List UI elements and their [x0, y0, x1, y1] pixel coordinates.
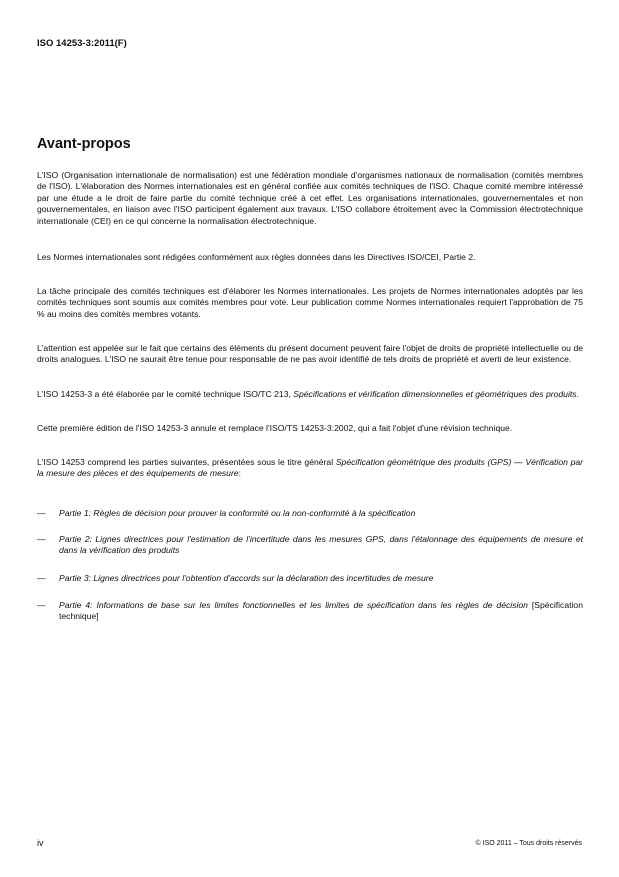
paragraph-6	[37, 423, 583, 434]
copyright-notice: © ISO 2011 – Tous droits réservés	[475, 840, 582, 847]
paragraph-7	[37, 457, 583, 480]
paragraph-text: L'ISO 14253-3 a été élaborée par le comité technique ISO/TC 213,	[37, 389, 294, 399]
paragraph-text: Cette première édition de l'ISO 14253-3 annule et remplace l'ISO/TS 14253-3:2002, qui a fait l'objet d'une révision technique.	[37, 423, 513, 433]
part-title: Partie 2: Lignes directrices pour l'estimation de l'incertitude dans les mesures GPS, dans l'étalonnage des équipements de mesure et dans la vérification des produits	[59, 534, 583, 556]
part-note: [Spécification technique]	[59, 600, 583, 622]
dash: —	[37, 573, 46, 583]
committee-title: Spécifications et vérification dimensionnelles et géométriques des produits	[293, 389, 577, 399]
paragraph-text: La tâche principale des comités techniques est d'élaborer les Normes internationales. Les projets de Normes internationales adoptés par les comités techniques sont soumis aux comités membres pour vote. Leur publication comme Normes internationales requiert l'approbation de 75 % au moins des comités membres votants.	[37, 286, 583, 319]
paragraph-text: Les Normes internationales sont rédigées conformément aux règles données dans les Directives ISO/CEI, Partie 2.	[37, 252, 476, 262]
paragraph-text: L'ISO (Organisation internationale de normalisation) est une fédération mondiale d'organismes nationaux de normalisation (comités membres de l'ISO). L'élaboration des Normes internationales est en général confiée aux comités techniques de l'ISO. Chaque comité membre intéressé par une étude a le droit de faire partie du comité technique créé à cet effet. Les organisations internationales, gouvernementales et non gouvernementales, en liaison avec l'ISO participent également aux travaux. L'ISO collabore étroitement avec la Commission électrotechnique internationale (CEI) en ce qui concerne la normalisation électrotechnique.	[37, 170, 583, 226]
list-item-part-1	[37, 508, 583, 519]
paragraph-5	[37, 389, 583, 400]
list-item-part-2	[37, 534, 583, 557]
page-number: iv	[37, 838, 44, 848]
dash: —	[37, 534, 46, 544]
paragraph-2	[37, 252, 583, 263]
paragraph-1	[37, 170, 583, 227]
paragraph-text: L'ISO 14253 comprend les parties suivantes, présentées sous le titre général	[37, 457, 336, 467]
punctuation: :	[238, 468, 241, 479]
part-title: Partie 4: Informations de base sur les limites fonctionnelles et les limites de spécification dans les règles de décision	[59, 600, 528, 610]
general-title: Spécification géométrique des produits (GPS) — Vérification par la mesure des pièces et des équipements de mesure	[37, 457, 583, 479]
punctuation: .	[576, 389, 579, 399]
part-title: Partie 3: Lignes directrices pour l'obtention d'accords sur la déclaration des incertitudes de mesure	[59, 573, 434, 583]
part-title: Partie 1: Règles de décision pour prouver la conformité ou la non-conformité à la spécification	[59, 508, 416, 518]
paragraph-text: L'attention est appelée sur le fait que certains des éléments du présent document peuvent faire l'objet de droits de propriété intellectuelle ou de droits analogues. L'ISO ne saurait être tenue pour responsable de ne pas avoir identifié de tels droits de propriété et averti de leur existence.	[37, 343, 583, 365]
dash: —	[37, 508, 46, 518]
list-item-part-4	[37, 600, 583, 623]
paragraph-3	[37, 286, 583, 320]
dash: —	[37, 600, 46, 610]
paragraph-4	[37, 343, 583, 366]
document-id-header: ISO 14253-3:2011(F)	[37, 38, 127, 49]
list-item-part-3	[37, 573, 583, 584]
section-title: Avant-propos	[37, 136, 131, 152]
